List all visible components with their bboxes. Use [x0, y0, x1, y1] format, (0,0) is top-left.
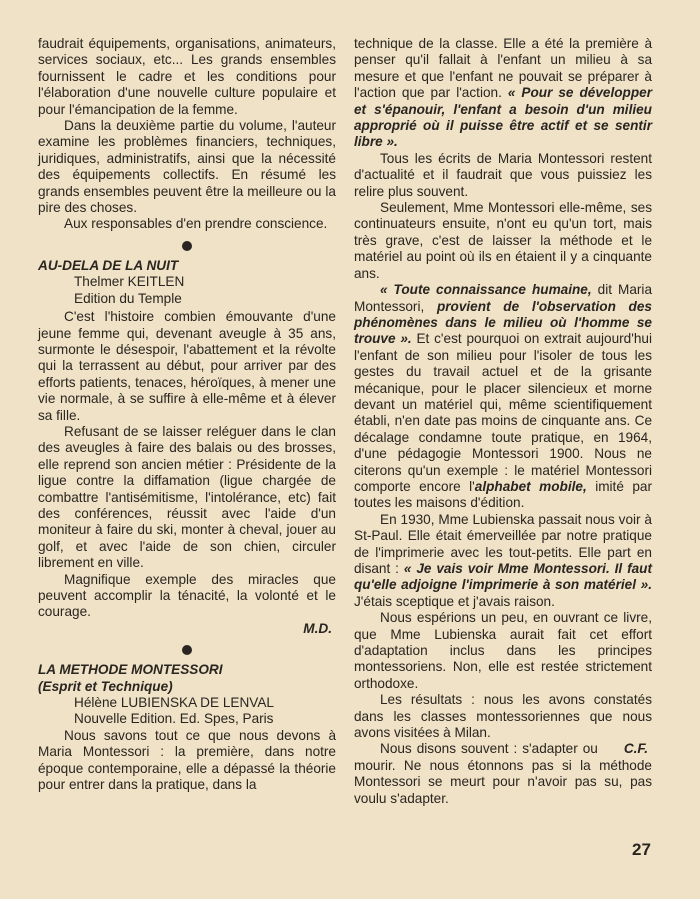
text-run: Nous disons souvent : s'adapter ou mourir. Ne nous étonnons pas si la méthode Montessori se meurt pour n'avoir pas su, pas voulu s'adapter. [354, 741, 652, 806]
paragraph: Dans la deuxième partie du volume, l'auteur examine les problèmes financiers, techniques, juridiques, administratifs, ainsi que la nécessité des équipements collectifs. En résumé les grands ensembles peuvent être la meilleure ou la pire des choses. [38, 118, 336, 216]
quote: « Toute connaissance humaine, [380, 282, 592, 298]
quote: provient de l'observation des phénomènes dans le milieu où l'homme se trouve ». [354, 298, 652, 347]
paragraph [354, 36, 652, 151]
paragraph [354, 282, 652, 512]
quote: « Pour se développer et s'épanouir, l'enfant a besoin d'un milieu approprié où il puisse être actif et se sentir libre ». [354, 85, 652, 150]
paragraph: Nous savons tout ce que nous devons à Maria Montessori : la première, dans notre époque contemporaine, elle a dépassé la théorie pour entrer dans la pratique, dans la [38, 727, 336, 793]
paragraph: Nous espérions un peu, en ouvrant ce livre, que Mme Lubienska aurait fait cet effort d'adaptation inclus dans les principes montessoriens. Non, elle est restée strictement orthodoxe. [354, 610, 652, 691]
text-run: Et c'est pourquoi on extrait aujourd'hui l'enfant de son milieu pour l'isoler de tous les gestes du travail actuel et de la grisante mécanique, pour le placer silencieux et morne devant un matériel qui, même scientifiquement établi, n'en date pas moins de cinquante ans. Ce décalage condamne toute pratique, en 1964, d'une pédagogie Montessori 1900. Nous ne citerons qu'un exemple : le matériel Montessori comporte encore l' [354, 331, 652, 494]
paragraph: Tous les écrits de Maria Montessori restent d'actualité et il faudrait que vous puissiez les relire plus souvent. [354, 150, 652, 199]
left-column [38, 36, 336, 793]
section-bullet [182, 645, 192, 655]
section-bullet [182, 241, 192, 251]
emphasis: alphabet mobile, [474, 478, 587, 494]
text-run: technique de la classe. Elle a été la première à penser qu'il fallait à l'enfant un milieu à sa mesure et que l'enfant ne pouvait se préparer à l'action que par l'action. [354, 36, 652, 101]
review-title: AU-DELA DE LA NUIT [38, 257, 179, 273]
review-signature: M.D. [303, 620, 332, 636]
quote: « Je vais voir Mme Montessori. Il faut qu'elle adjoigne l'imprimerie à son matériel ». [354, 561, 653, 593]
paragraph: Seulement, Mme Montessori elle-même, ses continuateurs ensuite, n'ont eu qu'un tort, mais très grave, c'est de laisser la méthode et le matériel au point où ils en étaient il y a cinquante ans. [354, 200, 652, 281]
review-author: Hélène LUBIENSKA DE LENVAL [74, 695, 274, 711]
right-column [354, 36, 652, 807]
paragraph [354, 512, 652, 610]
text-run: dit Maria Montessori, [354, 282, 653, 314]
review-subtitle: (Esprit et Technique) [38, 678, 173, 694]
text-run: En 1930, Mme Lubienska passait nous voir à St-Paul. Elle était émerveillée par notre pratique de l'imprimerie avec les tout-petits. Elle part en disant : [354, 511, 652, 576]
review-signature: C.F. [623, 741, 648, 757]
paragraph: Les résultats : nous les avons constatés dans les classes montessoriennes que nous avons visitées à Milan. [354, 692, 652, 741]
paragraph: Aux responsables d'en prendre conscience. [64, 216, 328, 232]
paragraph: faudrait équipements, organisations, animateurs, services sociaux, etc... Les grands ensembles fournissent le cadre et les conditions pour l'élaboration d'une nouvelle culture populaire et pour l'émancipation de la femme. [38, 36, 336, 117]
paragraph: Magnifique exemple des miracles que peuvent accomplir la ténacité, la volonté et le courage. [38, 571, 336, 620]
paragraph [354, 741, 652, 807]
paragraph: C'est l'histoire combien émouvante d'une jeune femme qui, devenant aveugle à 35 ans, surmonte le désespoir, l'abattement et la révolte qui la terrassent au début, pour arriver par des efforts patients, tenaces, héroïques, à mener une vie normale, à se suffire à elle-même et à élever sa fille. [38, 309, 336, 423]
paragraph: Refusant de se laisser reléguer dans le clan des aveugles à faire des balais ou des brosses, elle reprend son ancien métier : Présidente de la ligue contre la diffamation (ligue chargée de combattre l'antisémitisme, l'intolérance, etc) fait des conférences, réussit avec l'aide d'un moniteur à faire du ski, monter à cheval, jouer au golf, et avec l'aide de son chien, circuler librement en ville. [38, 423, 336, 571]
text-run: J'étais sceptique et j'avais raison. [354, 593, 555, 609]
review-title: LA METHODE MONTESSORI [38, 662, 223, 678]
page-number: 27 [632, 840, 651, 859]
review-publisher: Nouvelle Edition. Ed. Spes, Paris [74, 711, 274, 727]
review-author: Thelmer KEITLEN [74, 274, 185, 290]
review-publisher: Edition du Temple [74, 290, 182, 306]
text-run: imité par toutes les maisons d'édition. [354, 478, 653, 511]
